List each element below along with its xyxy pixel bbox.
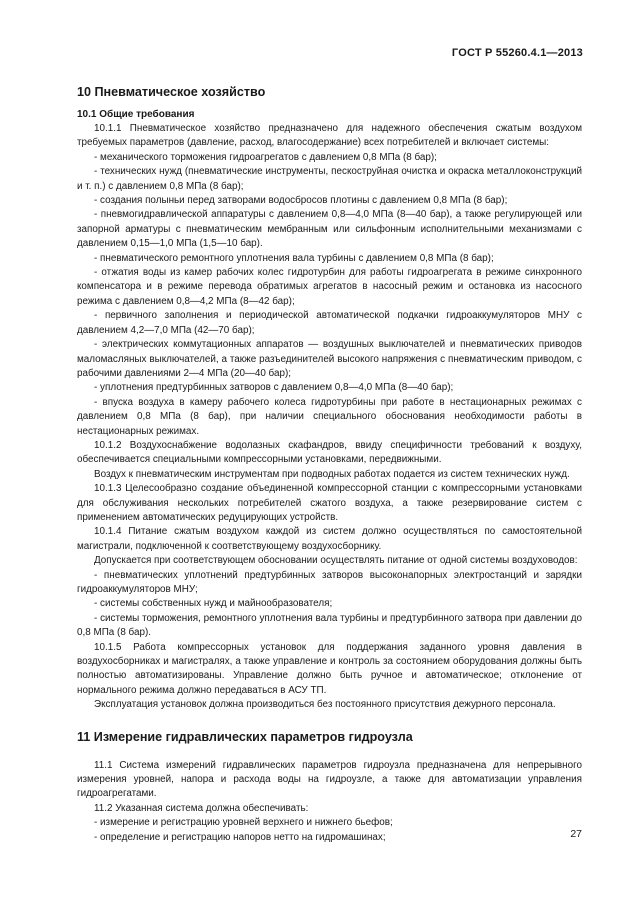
list-item: - создания полыньи перед затворами водосбросов плотины с давлением 0,8 МПа (8 бар); xyxy=(94,195,508,207)
list-item: - пневматических уплотнений предтурбинных затворов высоконапорных электростанций и зарядки гидроаккумуляторов МНУ; xyxy=(77,569,582,595)
list-item: - отжатия воды из камер рабочих колес гидротурбин для работы гидроагрегата в режиме синхронного компенсатора и в режиме перевода обратимых агрегатов в насосный режим и остановка из насосного режима с давлением 0,8—4,2 МПа (8—42 бар); xyxy=(77,267,582,307)
paragraph: 10.1.4 Питание сжатым воздухом каждой из систем должно осуществляться по самостоятельной магистрали, подключенной к соответствующему воздухосборнику. xyxy=(77,526,582,552)
paragraph: 10.1.3 Целесообразно создание объединенной компрессорной станции с компрессорными установками для обслуживания нескольких потребителей сжатого воздуха, а также резервирование систем с применением автоматических редуцирующих устройств. xyxy=(77,483,582,523)
list-item: - впуска воздуха в камеру рабочего колеса гидротурбины при работе в нестационарных режимах с давлением 0,8 МПа (8 бар), при наличии специального обоснования необходимости работы в нестационарных режимах. xyxy=(77,396,582,437)
section-10-title: 10 Пневматическое хозяйство xyxy=(77,85,266,99)
list-item: - пневматического ремонтного уплотнения вала турбины с давлением 0,8 МПа (8 бар); xyxy=(94,252,494,264)
paragraph: Допускается при соответствующем обосновании осуществлять питание от одной системы воздуховодов: xyxy=(94,555,578,567)
subsection-10-1-title: 10.1 Общие требования xyxy=(77,109,195,120)
paragraph: 11.1 Система измерений гидравлических параметров гидроузла предназначена для непрерывного измерения уровней, напора и расхода воды на гидроузле, а также для автоматизации управления гидроагрегатами. xyxy=(77,759,582,800)
list-item: - электрических коммутационных аппаратов — воздушных выключателей и пневматических приводов маломасляных выключателей, а также разъединителей высокого напряжения с пневматическим приводом, с рабочими давлениями 2—4 МПа (20—40 бар); xyxy=(77,339,582,379)
list-item: - технических нужд (пневматические инструменты, пескоструйная очистка и окраска металлоконструкций и т. п.) с давлением 0,8 МПа (8 бар); xyxy=(77,166,582,192)
list-item: - пневмогидравлической аппаратуры с давлением 0,8—4,0 МПа (8—40 бар), а также регулирующей или запорной арматуры с пневматическим мембранным или сильфонным исполнительными механизмами с давлением 0,15—1,0 МПа (1,5—10 бар). xyxy=(77,209,582,250)
document-code: ГОСТ Р 55260.4.1—2013 xyxy=(451,47,583,59)
page-number: 27 xyxy=(570,828,582,840)
list-item: - системы собственных нужд и майнообразователя; xyxy=(94,598,333,610)
paragraph: 11.2 Указанная система должна обеспечивать: xyxy=(94,802,309,814)
list-item: - определение и регистрацию напоров нетто на гидромашинах; xyxy=(94,831,386,843)
paragraph: 10.1.5 Работа компрессорных установок для поддержания заданного уровня давления в воздухосборниках и магистралях, а также управление и контроль за состоянием оборудования должны быть полностью автоматизированы. Управление должно быть ручное и автоматическое; отклонение от нормального режима должно передаваться в АСУ ТП. xyxy=(77,641,582,696)
paragraph: 10.1.2 Воздухоснабжение водолазных скафандров, ввиду специфичности требований к воздуху, обеспечивается специальными компрессорными установками, передвижными. xyxy=(77,439,582,466)
list-item: - первичного заполнения и периодической автоматической подкачки гидроаккумуляторов МНУ с давлением 4,2—7,0 МПа (42—70 бар); xyxy=(77,310,582,336)
page-content xyxy=(77,74,582,845)
list-item: - системы торможения, ремонтного уплотнения вала турбины и предтурбинного затвора при давлении до 0,8 МПа (8 бар). xyxy=(77,612,582,639)
paragraph: Воздух к пневматическим инструментам при подводных работах подается из систем технических нужд. xyxy=(94,468,570,480)
section-11-title: 11 Измерение гидравлических параметров гидроузла xyxy=(77,729,413,744)
list-item: - механического торможения гидроагрегатов с давлением 0,8 МПа (8 бар); xyxy=(94,151,437,163)
list-item: - уплотнения предтурбинных затворов с давлением 0,8—4,0 МПа (8—40 бар); xyxy=(94,382,454,394)
paragraph: Эксплуатация установок должна производиться без постоянного присутствия дежурного персонала. xyxy=(94,699,556,711)
list-item: - измерение и регистрацию уровней верхнего и нижнего бьефов; xyxy=(94,817,393,829)
paragraph: 10.1.1 Пневматическое хозяйство предназначено для надежного обеспечения сжатым воздухом требуемых параметров (давление, расход, влагосодержание) всех потребителей и включает системы: xyxy=(77,123,582,149)
